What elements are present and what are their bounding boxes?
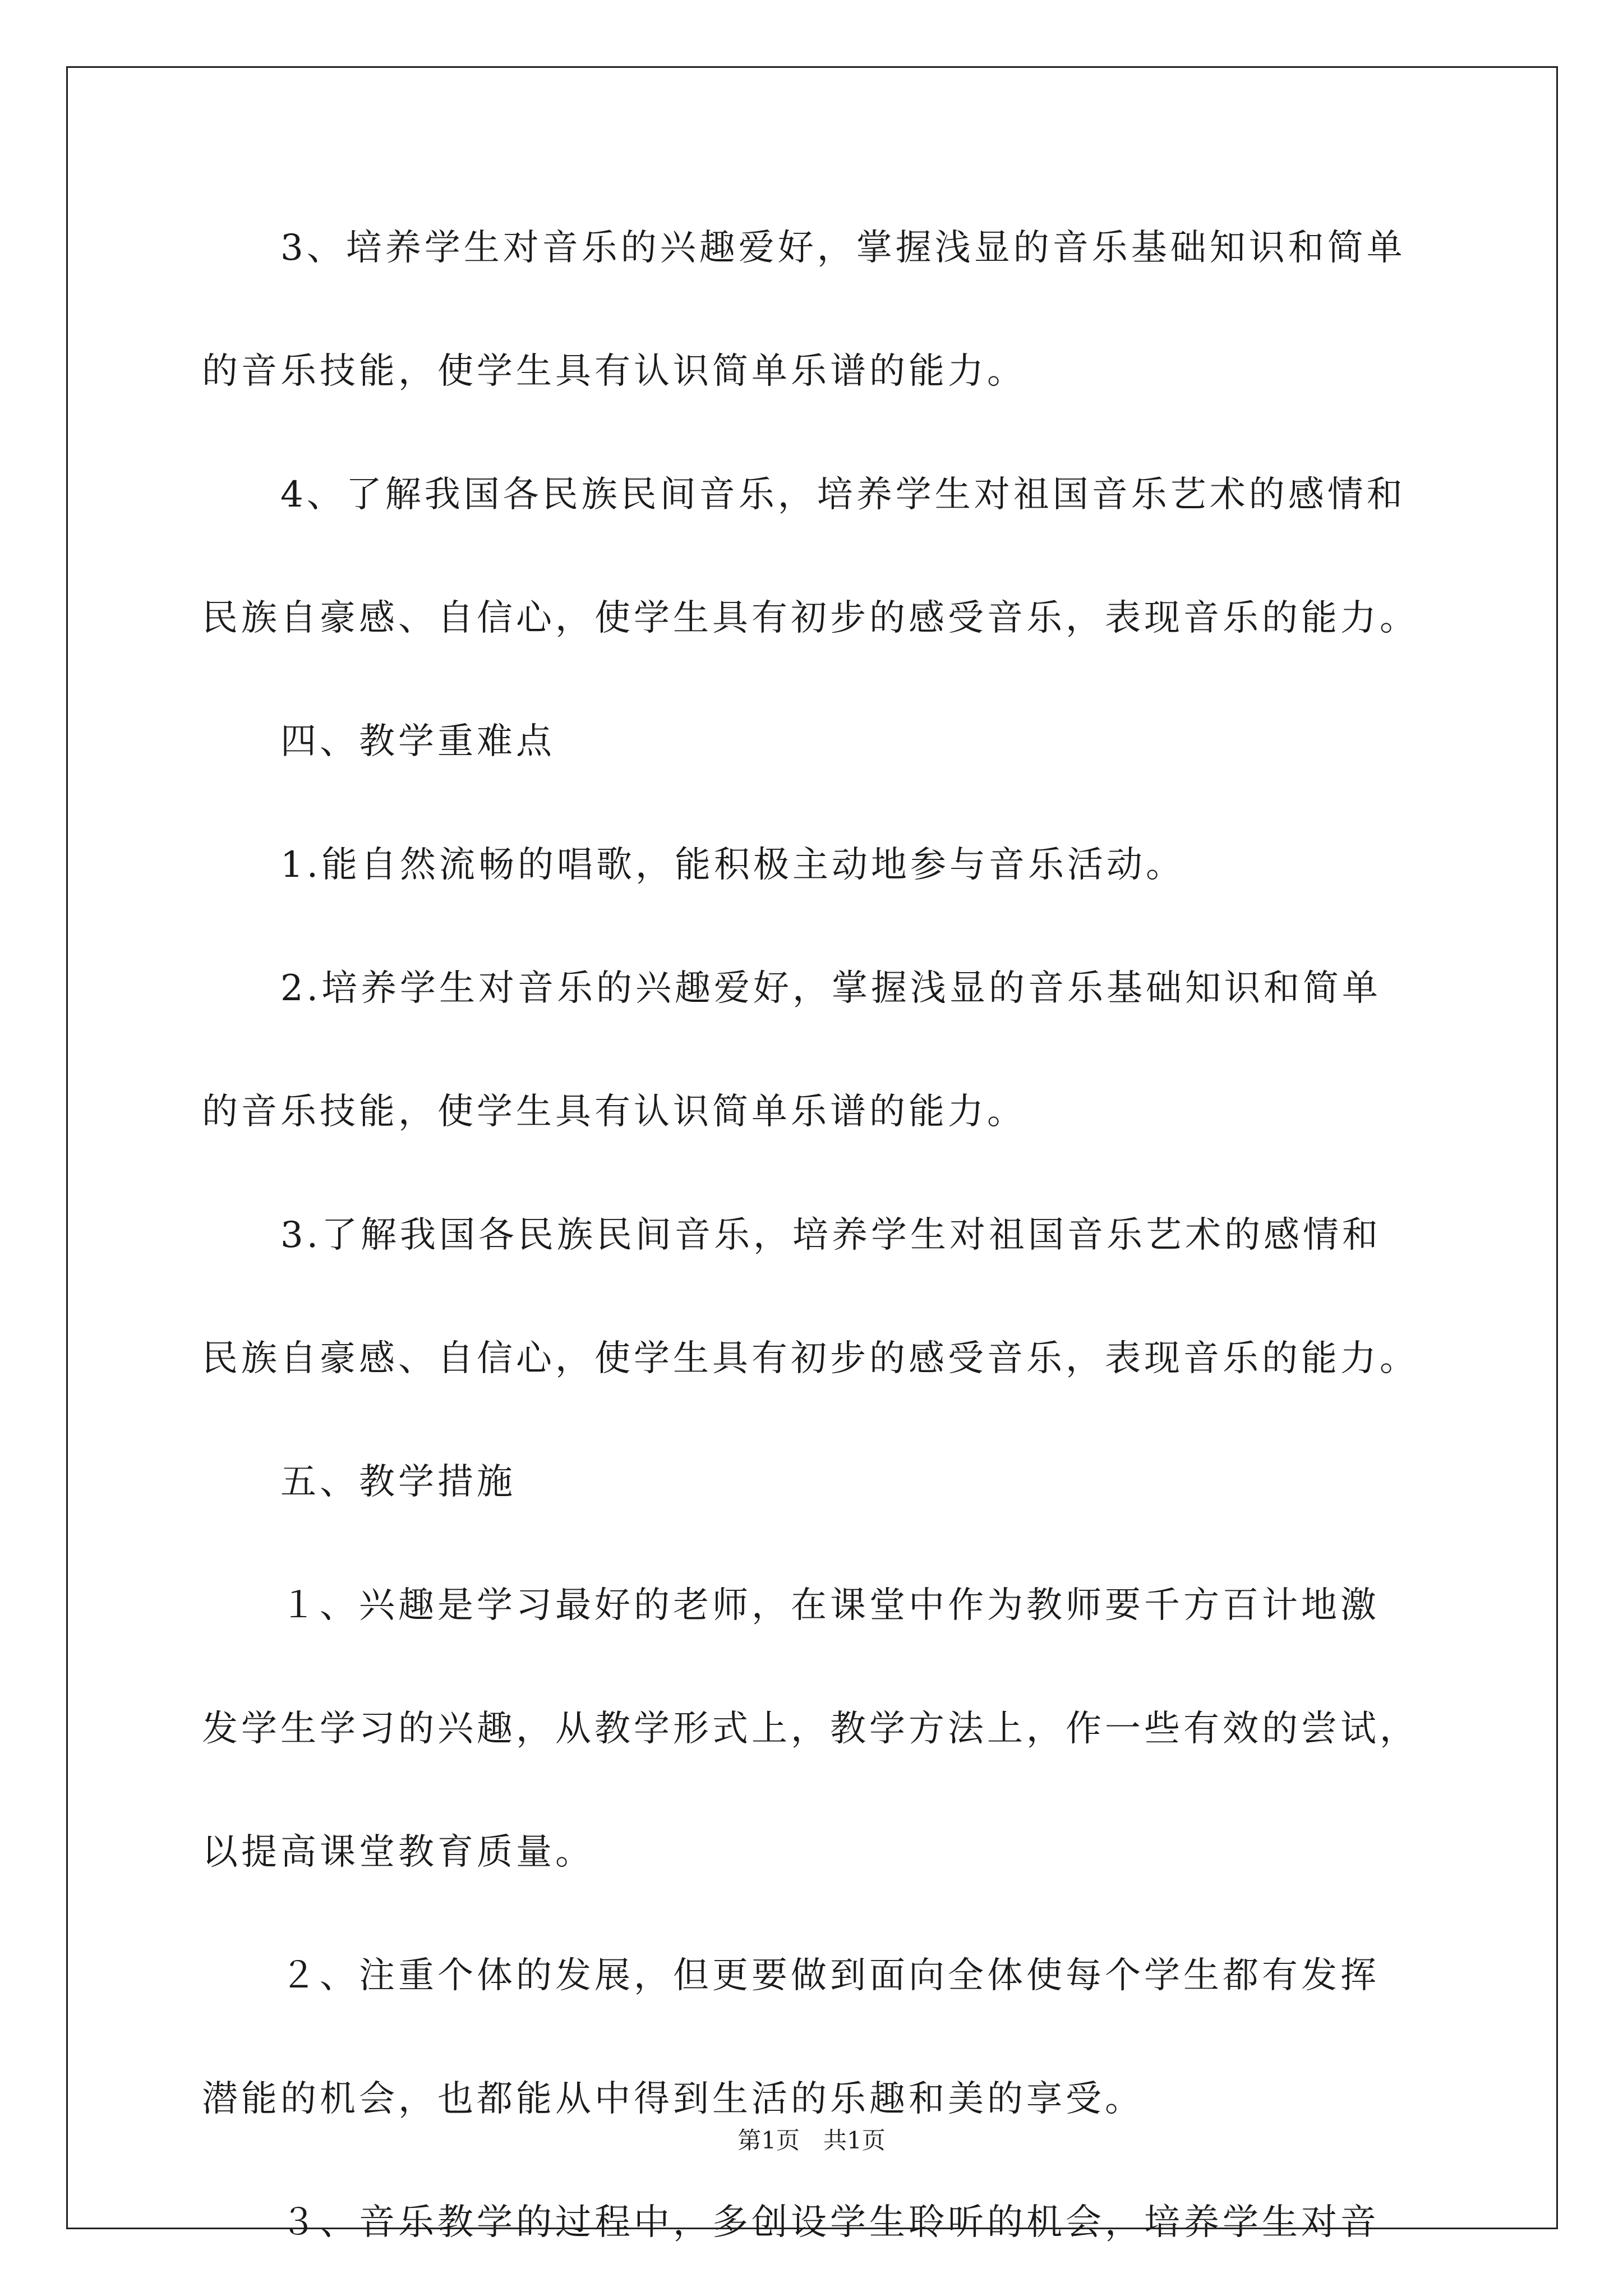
text-line: 3.了解我国各民族民间音乐，培养学生对祖国音乐艺术的感情和 [280, 1214, 1382, 1256]
text-line: 民族自豪感、自信心，使学生具有初步的感受音乐，表现音乐的能力。 [202, 597, 1419, 639]
text-line: 1.能自然流畅的唱歌，能积极主动地参与音乐活动。 [280, 844, 1186, 886]
text-line: ２、注重个体的发展，但更要做到面向全体使每个学生都有发挥 [280, 1955, 1380, 1996]
page-footer: 第1页 共1页 [737, 2127, 886, 2154]
section-heading: 四、教学重难点 [280, 721, 555, 762]
text-line: 以提高课堂教育质量。 [202, 1832, 594, 1873]
text-line: 发学生学习的兴趣，从教学形式上，教学方法上，作一些有效的尝试， [202, 1708, 1419, 1750]
text-line: 的音乐技能，使学生具有认识简单乐谱的能力。 [202, 351, 1026, 392]
text-line: 的音乐技能，使学生具有认识简单乐谱的能力。 [202, 1091, 1026, 1133]
section-heading: 五、教学措施 [280, 1461, 516, 1503]
text-line: １、兴趣是学习最好的老师，在课堂中作为教师要千方百计地激 [280, 1585, 1380, 1626]
text-line: 潜能的机会，也都能从中得到生活的乐趣和美的享受。 [202, 2078, 1144, 2120]
text-line: ３、音乐教学的过程中，多创设学生聆听的机会，培养学生对音 [280, 2202, 1380, 2243]
text-line: 2.培养学生对音乐的兴趣爱好，掌握浅显的音乐基础知识和简单 [280, 968, 1382, 1009]
text-line: 3、培养学生对音乐的兴趣爱好，掌握浅显的音乐基础知识和简单 [280, 227, 1406, 269]
text-line: 民族自豪感、自信心，使学生具有初步的感受音乐，表现音乐的能力。 [202, 1338, 1419, 1379]
text-line: 4、了解我国各民族民间音乐，培养学生对祖国音乐艺术的感情和 [280, 474, 1406, 516]
